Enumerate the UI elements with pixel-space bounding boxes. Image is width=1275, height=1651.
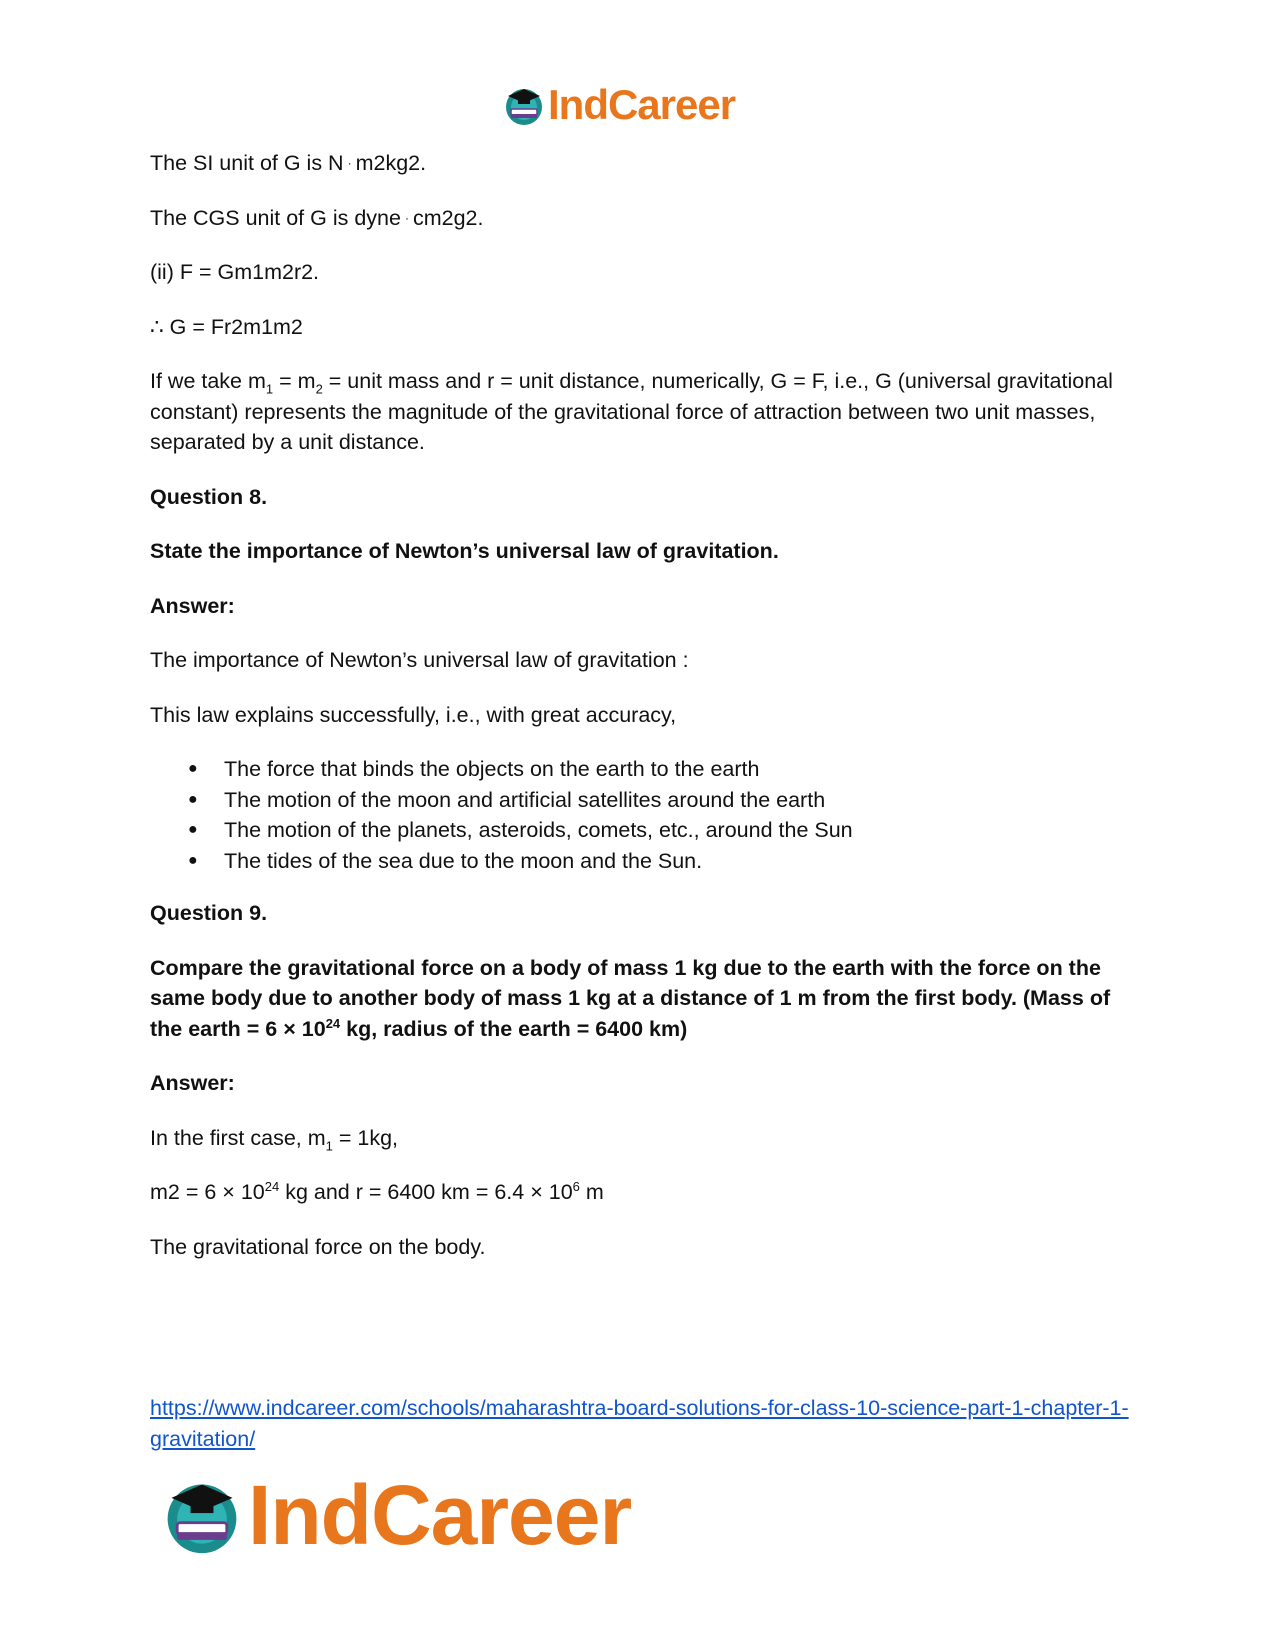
question-9-answer-label: Answer:	[150, 1071, 235, 1095]
list-item: ● The motion of the planets, asteroids, comets, etc., around the Sun	[188, 815, 1130, 846]
document-body	[150, 148, 1130, 1286]
formula-g: ∴ G = Fr2m1m2	[150, 314, 303, 339]
header-logo-text: IndCareer	[548, 81, 736, 128]
footer-logo	[160, 1470, 631, 1560]
question-8-answer-intro: The importance of Newton’s universal law of gravitation :	[150, 648, 689, 672]
list-item: ● The motion of the moon and artificial satellites around the earth	[188, 785, 1130, 816]
question-9-first-case: In the first case, $m_1 = 1kg$,	[150, 1125, 399, 1153]
question-8-label: Question 8.	[150, 484, 268, 509]
question-8-answer-line2: This law explains successfully, i.e., with great accuracy,	[150, 702, 677, 727]
header-logo	[502, 80, 735, 130]
question-9-force-line: The gravitational force on the body.	[150, 1234, 486, 1259]
footer-logo-text: IndCareer	[248, 1468, 632, 1562]
question-8-text: State the importance of Newton’s universal law of gravitation.	[150, 539, 779, 563]
question-8-answer-label: Answer:	[150, 593, 235, 618]
explanation-paragraph: If we take $m_1 = m_2$ = unit mass and r = unit distance, numerically, G = F, i.e., G (universal gravitational constant) represents the magnitude of the gravitational force of attraction between two unit masses, separated by a unit distance.	[150, 369, 1113, 454]
formula-force: (ii) F = Gm1m2r2.	[150, 260, 320, 284]
graduation-cap-book-globe-icon	[160, 1473, 244, 1557]
si-unit-line: The SI unit of G is N · m2kg2.	[150, 151, 427, 175]
list-item: ● The force that binds the objects on the earth to the earth	[188, 754, 1130, 785]
cgs-unit-line: The CGS unit of G is dyne · cm2g2.	[150, 205, 484, 230]
list-item: ● The tides of the sea due to the moon and the Sun.	[188, 846, 1130, 877]
question-9-label: Question 9.	[150, 901, 268, 925]
graduation-cap-book-globe-icon	[502, 83, 546, 127]
source-link[interactable]: https://www.indcareer.com/schools/maharashtra-board-solutions-for-class-10-science-part-1-chapter-1-gravitation/	[150, 1396, 1129, 1451]
question-9-text: Compare the gravitational force on a body of mass 1 kg due to the earth with the force on the same body due to another body of mass 1 kg at a distance of 1 m from the first body. (Mass of the earth = $6 \times 10^{24}$ kg, radius of the earth = 6400 km)	[150, 955, 1111, 1041]
question-8-bullet-list	[150, 754, 1130, 876]
question-9-m2-line: $m2 = 6 \times 10^{24}$ kg and r = 6400 km = $6.4 \times 10^6$ m	[150, 1178, 604, 1204]
